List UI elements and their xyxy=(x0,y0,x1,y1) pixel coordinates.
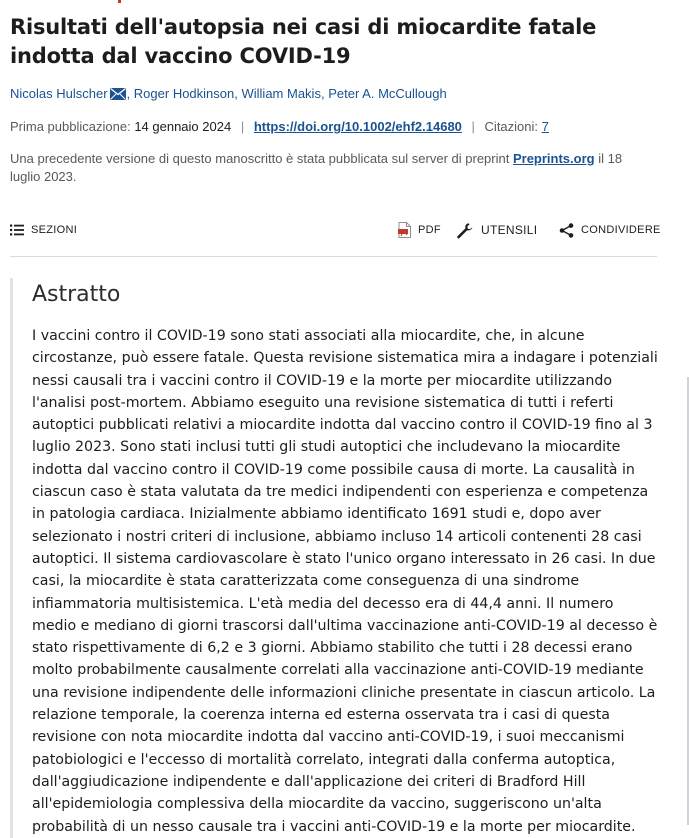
abstract-section xyxy=(10,278,660,838)
pdf-label: PDF xyxy=(418,224,441,236)
author-link[interactable]: William Makis xyxy=(241,86,321,101)
publication-meta xyxy=(10,119,549,135)
author-link[interactable]: Peter A. McCullough xyxy=(328,86,447,101)
author-separator: , xyxy=(126,86,131,101)
wrench-icon xyxy=(456,222,474,239)
citations-count-link[interactable]: 7 xyxy=(541,119,549,134)
tools-button[interactable] xyxy=(456,218,537,242)
preprint-note-date: il 18 luglio 2023. xyxy=(10,151,623,184)
citations-label: Citazioni: xyxy=(484,119,539,134)
author-link[interactable]: Nicolas Hulscher xyxy=(10,86,108,101)
share-label: CONDIVIDERE xyxy=(581,224,661,236)
envelope-icon[interactable] xyxy=(110,88,126,104)
published-label: Prima pubblicazione: xyxy=(10,119,131,134)
meta-separator: | xyxy=(471,119,475,134)
sections-label: SEZIONI xyxy=(31,224,78,236)
preprint-note xyxy=(10,150,650,186)
list-icon xyxy=(10,224,24,236)
author-separator: , xyxy=(320,86,325,101)
article-toolbar xyxy=(10,218,661,242)
top-accent-mark xyxy=(118,0,121,3)
share-button[interactable] xyxy=(559,218,661,242)
tools-label: UTENSILI xyxy=(481,223,538,237)
preprint-note-text: Una precedente versione di questo manoscritto è stata pubblicata sul server di preprint xyxy=(10,151,510,166)
abstract-heading: Astratto xyxy=(32,282,121,307)
toolbar-divider xyxy=(10,256,657,257)
sections-button[interactable] xyxy=(10,218,77,242)
pdf-file-icon xyxy=(398,222,411,238)
published-date: 14 gennaio 2024 xyxy=(134,119,232,134)
doi-link[interactable]: https://doi.org/10.1002/ehf2.14680 xyxy=(253,119,462,134)
author-list xyxy=(10,86,447,104)
abstract-text: I vaccini contro il COVID-19 sono stati associati alla miocardite, che, in alcune circostanze, può essere fatale. Questa revisione sistematica mira a indagare i potenziali nessi causali tra i vaccini contro il COVID-19 e la morte per miocardite utilizzando l'analisi post-mortem. Abbiamo eseguito una revisione sistematica di tutti i referti autoptici pubblicati relativi a miocardite indotta dal vaccino contro il COVID-19 fino al 3 luglio 2023. Sono stati inclusi tutti gli studi autoptici che includevano la miocardite indotta dal vaccino contro il COVID-19 come possibile causa di morte. La causalità in ciascun caso è stata valutata da tre medici indipendenti con esperienza e competenza in patologia cardiaca. Inizialmente abbiamo identificato 1691 studi e, dopo aver selezionato i nostri criteri di inclusione, abbiamo incluso 14 articoli contenenti 28 casi autoptici. Il sistema cardiovascolare è stato l'unico organo interessato in 26 casi. In due casi, la miocardite è stata caratterizzata come conseguenza di una sindrome infiammatoria multisistemica. L'età media del decesso era di 44,4 anni. Il numero medio e mediano di giorni trascorsi dall'ultima vaccinazione anti-COVID-19 al decesso è stato rispettivamente di 6,2 e 3 giorni. Abbiamo stabilito che tutti i 28 decessi erano molto probabilmente causalmente correlati alla vaccinazione anti-COVID-19 mediante una revisione indipendente delle informazioni cliniche presentate in ciascun articolo. La relazione temporale, la coerenza interna ed esterna osservata tra i casi di questa revisione con nota miocardite indotta dal vaccino anti-COVID-19, i suoi meccanismi patobiologici e l'eccesso di mortalità correlato, integrati dalla conferma autoptica, dall'aggiudicazione indipendente e dall'applicazione dei criteri di Bradford Hill all'epidemiologia complessiva della miocardite da vaccino, suggeriscono un'alta probabilità di un nesso causale tra i vaccini anti-COVID-19 e la morte per miocardite. xyxy=(32,328,658,835)
pdf-button[interactable] xyxy=(398,218,441,242)
meta-separator: | xyxy=(240,119,245,134)
preprint-server-link[interactable]: Preprints.org xyxy=(512,151,595,166)
article-title: Risultati dell'autopsia nei casi di miocardite fatale indotta dal vaccino COVID-19 xyxy=(10,15,597,68)
share-icon xyxy=(559,223,574,238)
author-separator: , xyxy=(234,86,238,101)
author-link[interactable]: Roger Hodkinson xyxy=(133,86,235,101)
